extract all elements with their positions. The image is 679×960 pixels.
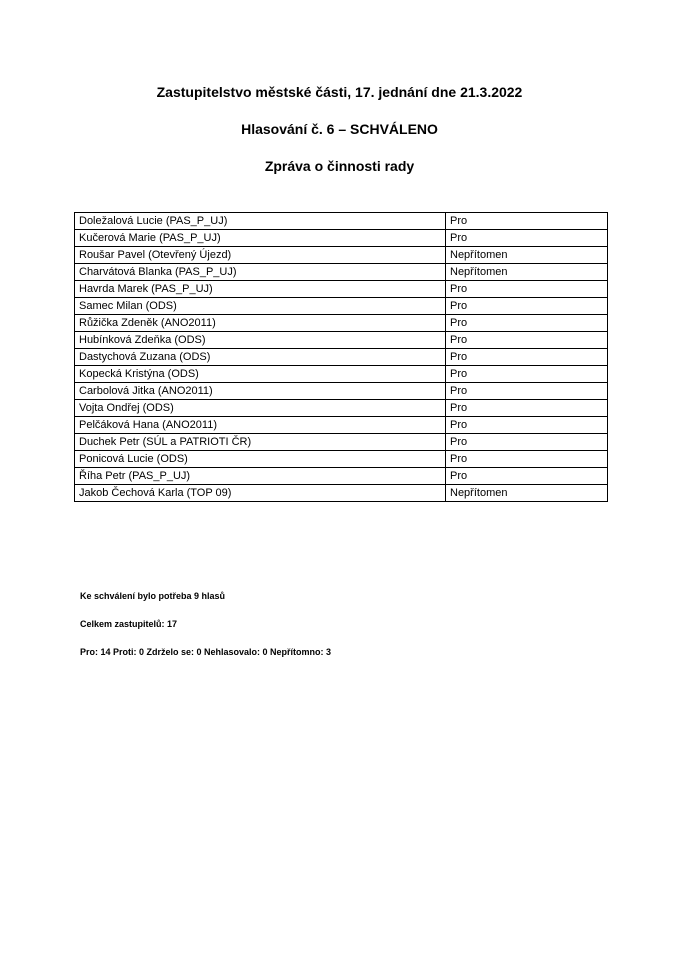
vote-subject: Zpráva o činnosti rady <box>264 158 415 174</box>
member-name-cell: Carbolová Jitka (ANO2011) <box>75 383 446 400</box>
member-name-cell: Vojta Ondřej (ODS) <box>75 400 446 417</box>
member-name-cell: Říha Petr (PAS_P_UJ) <box>75 468 446 485</box>
votes-table <box>74 212 608 502</box>
member-vote-cell: Pro <box>446 400 608 417</box>
member-name-cell: Charvátová Blanka (PAS_P_UJ) <box>75 264 446 281</box>
table-row <box>75 332 608 349</box>
member-name-cell: Jakob Čechová Karla (TOP 09) <box>75 485 446 502</box>
table-row <box>75 417 608 434</box>
member-vote-cell: Pro <box>446 434 608 451</box>
meeting-title: Zastupitelstvo městské části, 17. jednání dne 21.3.2022 <box>156 84 523 100</box>
table-row <box>75 434 608 451</box>
member-vote-cell: Pro <box>446 230 608 247</box>
table-row <box>75 366 608 383</box>
member-vote-cell: Pro <box>446 468 608 485</box>
member-name-cell: Ponicová Lucie (ODS) <box>75 451 446 468</box>
member-vote-cell: Nepřítomen <box>446 247 608 264</box>
table-row <box>75 230 608 247</box>
table-row <box>75 298 608 315</box>
member-vote-cell: Nepřítomen <box>446 485 608 502</box>
vote-results-text: Pro: 14 Proti: 0 Zdrželo se: 0 Nehlasovalo: 0 Nepřítomno: 3 <box>80 647 332 657</box>
member-name-cell: Roušar Pavel (Otevřený Újezd) <box>75 247 446 264</box>
member-vote-cell: Pro <box>446 366 608 383</box>
votes-table-body <box>75 213 608 502</box>
table-row <box>75 247 608 264</box>
table-row <box>75 349 608 366</box>
member-vote-cell: Pro <box>446 315 608 332</box>
member-vote-cell: Pro <box>446 349 608 366</box>
table-row <box>75 315 608 332</box>
table-row <box>75 264 608 281</box>
member-vote-cell: Pro <box>446 383 608 400</box>
table-row <box>75 468 608 485</box>
total-members-text: Celkem zastupitelů: 17 <box>80 619 178 629</box>
member-name-cell: Doležalová Lucie (PAS_P_UJ) <box>75 213 446 230</box>
member-name-cell: Pelčáková Hana (ANO2011) <box>75 417 446 434</box>
member-vote-cell: Pro <box>446 281 608 298</box>
member-name-cell: Duchek Petr (SÚL a PATRIOTI ČR) <box>75 434 446 451</box>
member-name-cell: Kopecká Kristýna (ODS) <box>75 366 446 383</box>
member-vote-cell: Pro <box>446 298 608 315</box>
member-name-cell: Hubínková Zdeňka (ODS) <box>75 332 446 349</box>
member-vote-cell: Pro <box>446 213 608 230</box>
member-name-cell: Kučerová Marie (PAS_P_UJ) <box>75 230 446 247</box>
vote-title: Hlasování č. 6 – SCHVÁLENO <box>241 121 438 137</box>
member-name-cell: Samec Milan (ODS) <box>75 298 446 315</box>
member-name-cell: Havrda Marek (PAS_P_UJ) <box>75 281 446 298</box>
member-name-cell: Dastychová Zuzana (ODS) <box>75 349 446 366</box>
member-vote-cell: Pro <box>446 417 608 434</box>
table-row <box>75 400 608 417</box>
table-row <box>75 485 608 502</box>
required-votes-text: Ke schválení bylo potřeba 9 hlasů <box>80 591 226 601</box>
member-vote-cell: Nepřítomen <box>446 264 608 281</box>
member-name-cell: Růžička Zdeněk (ANO2011) <box>75 315 446 332</box>
table-row <box>75 383 608 400</box>
table-row <box>75 451 608 468</box>
table-row <box>75 213 608 230</box>
table-row <box>75 281 608 298</box>
member-vote-cell: Pro <box>446 451 608 468</box>
member-vote-cell: Pro <box>446 332 608 349</box>
